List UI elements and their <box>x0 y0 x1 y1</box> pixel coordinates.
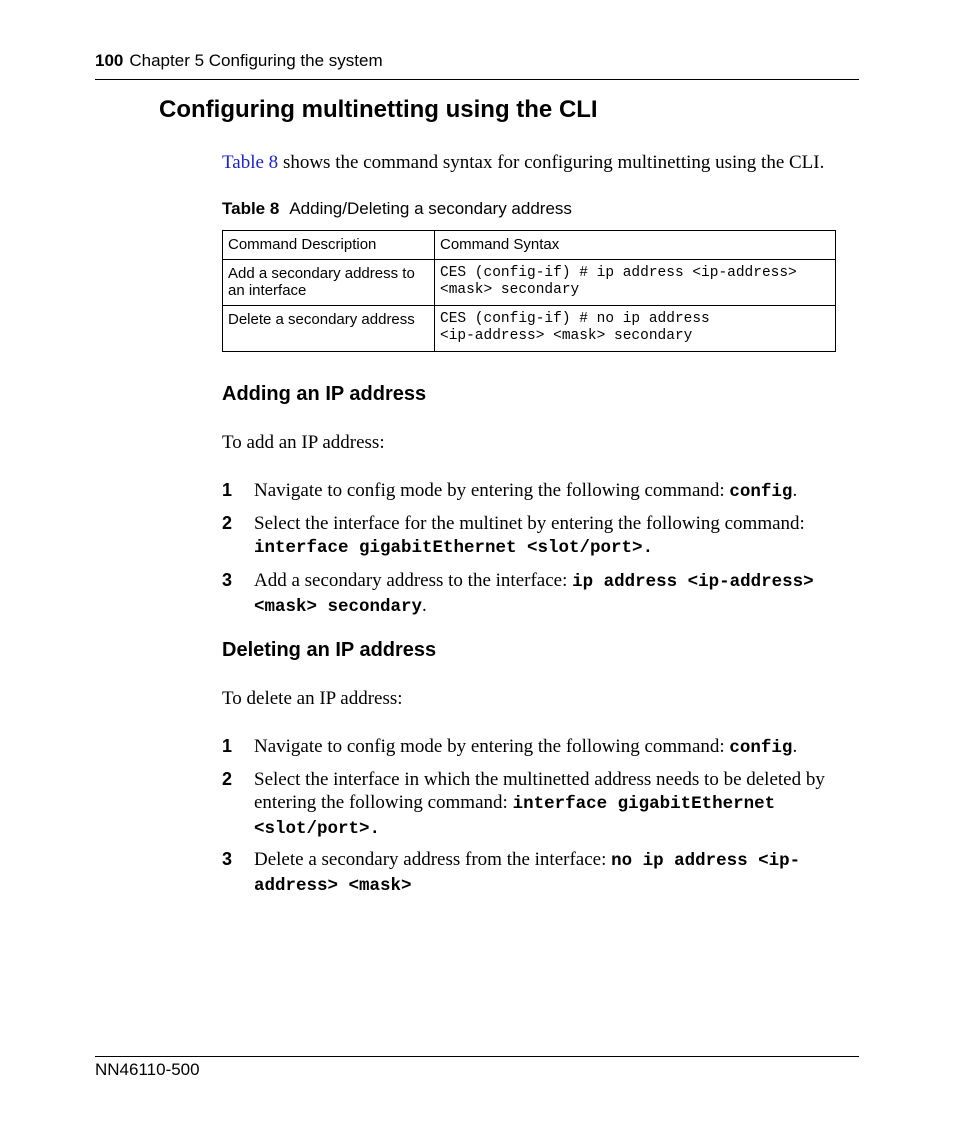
table-cell-syntax <box>435 306 836 352</box>
step-text: Delete a secondary address from the interface: <box>254 849 612 870</box>
step-text: Add a secondary address to the interface: <box>254 570 573 591</box>
step-command: interface gigabitEthernet <slot/port>. <box>254 794 776 839</box>
step-number: 2 <box>222 513 233 533</box>
table-caption-text: Adding/Deleting a secondary address <box>289 199 572 218</box>
step-number: 3 <box>222 570 233 590</box>
column-header: Command Description <box>223 231 435 260</box>
table-row <box>223 306 836 352</box>
adding-lead: To add an IP address: <box>222 432 385 453</box>
step-text: Select the interface in which the multinetted address needs to be deleted by entering the following command: <box>254 769 825 813</box>
step-number: 2 <box>222 769 233 789</box>
table-cell-description: Add a secondary address to an interface <box>223 260 435 306</box>
deleting-heading: Deleting an IP address <box>222 639 437 661</box>
step-tail: . <box>792 480 798 501</box>
intro-text: shows the command syntax for configuring multinetting using the CLI. <box>278 152 825 173</box>
table-cell-syntax <box>435 260 836 306</box>
table-caption-label: Table 8 <box>222 199 280 218</box>
step-text: Select the interface for the multinet by entering the following command: <box>254 513 805 534</box>
syntax-line: CES (config-if) # no ip address <box>440 311 710 327</box>
step-command: config <box>729 482 793 502</box>
footer-rule <box>95 1056 859 1057</box>
step-number: 3 <box>222 849 233 869</box>
table-8-link[interactable]: Table 8 <box>222 152 279 173</box>
syntax-line: <mask> secondary <box>440 282 580 298</box>
step-tail: . <box>422 595 427 616</box>
adding-step-2 <box>222 512 842 560</box>
header-rule <box>95 79 859 80</box>
adding-heading: Adding an IP address <box>222 383 427 405</box>
table-header-row <box>223 231 836 260</box>
column-header: Command Syntax <box>435 231 836 260</box>
step-text: Navigate to config mode by entering the following command: <box>254 480 730 501</box>
section-title: Configuring multinetting using the CLI <box>159 96 598 123</box>
document-id: NN46110-500 <box>95 1060 200 1079</box>
step-command: interface gigabitEthernet <slot/port>. <box>254 538 654 558</box>
chapter-title: Chapter 5 Configuring the system <box>129 51 383 70</box>
syntax-line: <ip-address> <mask> secondary <box>440 328 693 344</box>
table-cell-description: Delete a secondary address <box>223 306 435 352</box>
step-command: config <box>729 738 793 758</box>
syntax-line: CES (config-if) # ip address <ip-address> <box>440 265 797 281</box>
command-syntax-table <box>222 230 836 352</box>
adding-step-1 <box>222 479 842 504</box>
adding-step-3 <box>222 569 842 619</box>
deleting-step-2 <box>222 768 842 841</box>
table-caption <box>222 199 572 219</box>
step-command: no ip address <ip-address> <mask> <box>254 851 801 896</box>
deleting-lead: To delete an IP address: <box>222 688 403 709</box>
page-number: 100 <box>95 51 124 70</box>
step-command: ip address <ip-address> <mask> secondary <box>254 572 814 617</box>
deleting-step-3 <box>222 848 842 898</box>
table-row <box>223 260 836 306</box>
step-text: Navigate to config mode by entering the following command: <box>254 736 730 757</box>
step-number: 1 <box>222 736 233 756</box>
deleting-step-1 <box>222 735 842 760</box>
intro-paragraph <box>222 152 824 174</box>
step-tail: . <box>792 736 798 757</box>
step-number: 1 <box>222 480 233 500</box>
running-header <box>95 51 383 71</box>
